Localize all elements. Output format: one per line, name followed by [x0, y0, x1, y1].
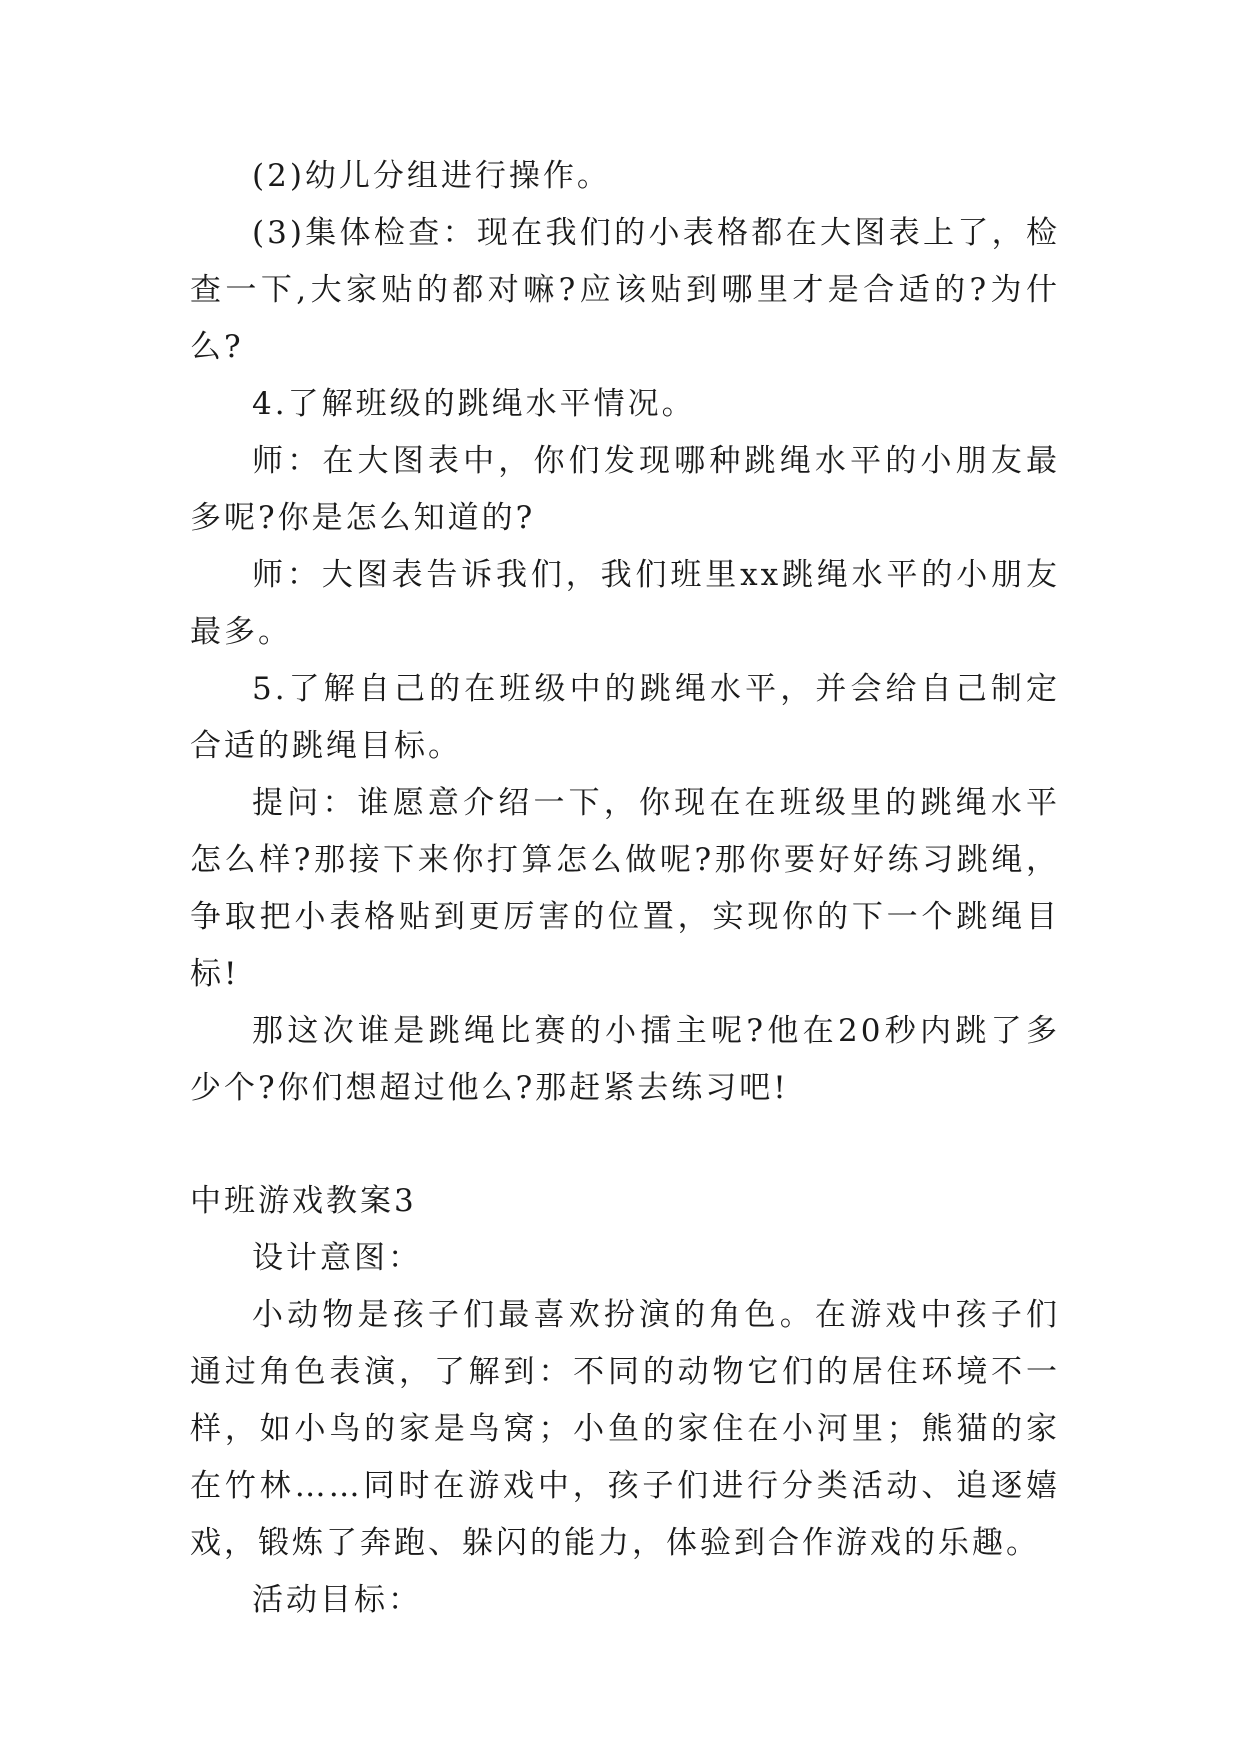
paragraph-teacher-question: 师：在大图表中，你们发现哪种跳绳水平的小朋友最多呢?你是怎么知道的? [190, 443, 1060, 536]
paragraph-step-2: (2)幼儿分组进行操作。 [252, 158, 611, 194]
section-heading: 中班游戏教案3 [190, 1183, 417, 1219]
paragraph-question: 提问：谁愿意介绍一下，你现在在班级里的跳绳水平怎么样?那接下来你打算怎么做呢?那你要好好练习跳绳，争取把小表格贴到更厉害的位置，实现你的下一个跳绳目标! [190, 785, 1060, 992]
section-gap [190, 1117, 1060, 1173]
paragraph-step-3: (3)集体检查：现在我们的小表格都在大图表上了，检查一下,大家贴的都对嘛?应该贴到哪里才是合适的?为什么? [190, 215, 1060, 365]
paragraph-item-4: 4.了解班级的跳绳水平情况。 [252, 386, 696, 422]
paragraph-challenge: 那这次谁是跳绳比赛的小擂主呢?他在20秒内跳了多少个?你们想超过他么?那赶紧去练习吧! [190, 1013, 1060, 1106]
paragraph-item-5: 5.了解自己的在班级中的跳绳水平，并会给自己制定合适的跳绳目标。 [190, 671, 1060, 764]
paragraph-design-intent-label: 设计意图： [252, 1240, 422, 1276]
paragraph-design-intent: 小动物是孩子们最喜欢扮演的角色。在游戏中孩子们通过角色表演，了解到：不同的动物它们的居住环境不一样，如小鸟的家是鸟窝；小鱼的家住在小河里；熊猫的家在竹林……同时在游戏中，孩子们进行分类活动、追逐嬉戏，锻炼了奔跑、躲闪的能力，体验到合作游戏的乐趣。 [190, 1297, 1060, 1561]
paragraph-teacher-answer: 师：大图表告诉我们，我们班里xx跳绳水平的小朋友最多。 [190, 557, 1060, 650]
document-body [190, 148, 1060, 1629]
paragraph-goals-label: 活动目标： [252, 1582, 422, 1618]
